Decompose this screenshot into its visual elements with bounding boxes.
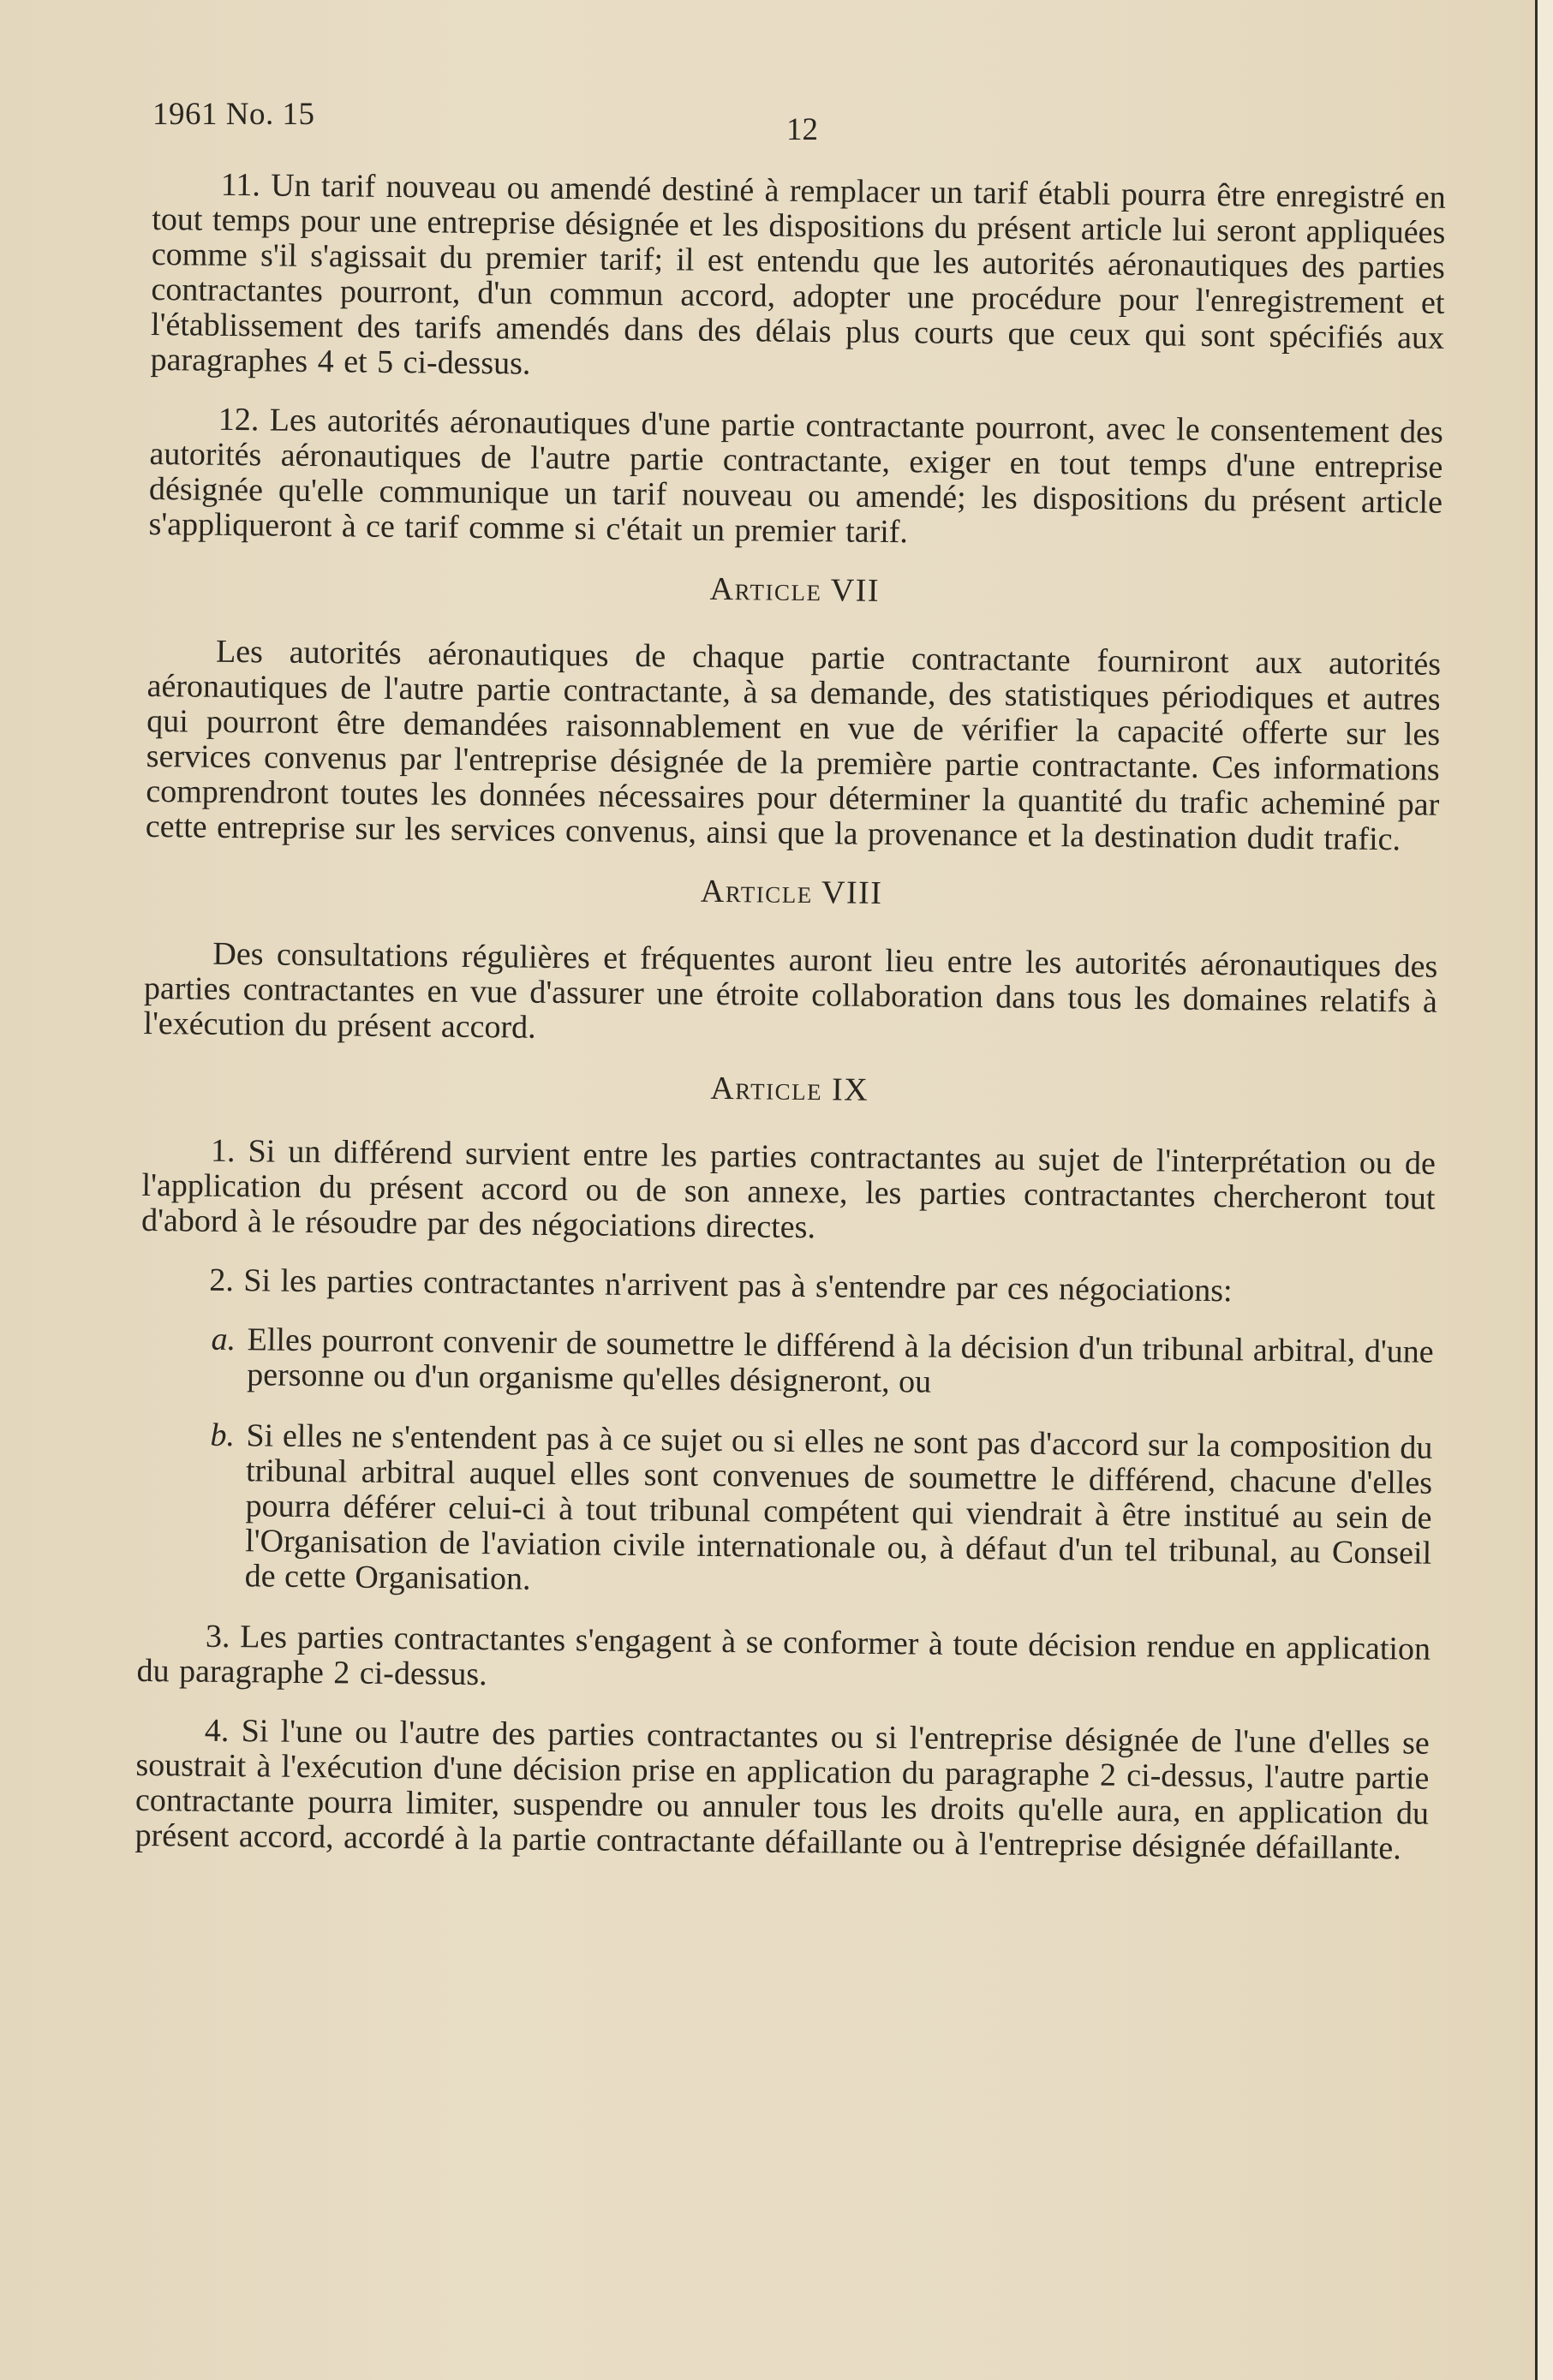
article-7-heading: Article VII xyxy=(709,570,881,609)
item-b-label: b. xyxy=(210,1417,236,1454)
article-9-paragraph-2: 2. Si les parties contractantes n'arrivent pas à s'entendre par ces négociations: xyxy=(209,1262,1233,1309)
item-b-text: Si elles ne s'entendent pas à ce sujet ou si elles ne sont pas d'accord sur la composition du tribunal arbitral auquel elles sont convenues de soumettre le différend, chacune d'elles pourra déférer celui-ci à tout tribunal compétent qui viendrait à être institué au sein de l'Organisation de l'aviation civile internationale ou, à défaut d'un tel tribunal, au Conseil de cette Organisation. xyxy=(244,1417,1433,1597)
item-a-label: a. xyxy=(211,1321,236,1358)
article-9-item-b xyxy=(138,1417,1433,1607)
article-9-paragraph-3: 3. Les parties contractantes s'engagent à se conformer à toute décision rendue en application du paragraphe 2 ci-dessus. xyxy=(136,1618,1431,1693)
page-edge xyxy=(1538,0,1553,2380)
item-a-text: Elles pourront convenir de soumettre le différend à la décision d'un tribunal arbitral, d'une personne ou d'un organisme qu'elles désigneront, ou xyxy=(247,1321,1434,1400)
article-9-item-a xyxy=(140,1321,1434,1405)
document-body xyxy=(134,167,1446,1891)
article-9-paragraph-1: 1. Si un différend survient entre les parties contractantes au sujet de l'interprétation ou de l'application du présent accord ou de son annexe, les parties contractantes chercheront tout d'abord à le résoudre par des négociations directes. xyxy=(140,1132,1437,1246)
document-reference: 1961 No. 15 xyxy=(152,97,315,132)
article-9-heading: Article IX xyxy=(710,1070,869,1108)
paragraph-12: 12. Les autorités aéronautiques d'une partie contractante pourront, avec le consentement des autorités aéronautiques de l'autre partie contractante, exiger en tout temps d'une entreprise désignée qu'elle communique un tarif nouveau ou amendé; les dispositions du présent article s'appliqueront à ce tarif comme si c'était un premier tarif. xyxy=(148,401,1444,551)
page-number: 12 xyxy=(786,112,818,147)
article-8-heading: Article VIII xyxy=(700,873,883,911)
binding-edge-line xyxy=(1535,0,1538,2380)
page-header xyxy=(152,96,1446,147)
paragraph-11: 11. Un tarif nouveau ou amendé destiné à remplacer un tarif établi pourra être enregistré en tout temps pour une entreprise désignée et les dispositions du présent article lui seront appliquées comme s'il s'agissait du premier tarif; il est entendu que les autorités aéronautiques des parties contractantes pourront, d'un commun accord, adopter une procédure pour l'enregistrement et l'établissement des tarifs amendés dans des délais plus courts que ceux qui sont spécifiés aux paragraphes 4 et 5 ci-dessus. xyxy=(150,166,1446,382)
article-9-paragraph-4: 4. Si l'une ou l'autre des parties contractantes ou si l'entreprise désignée de l'une d'elles se soustrait à l'exécution d'une décision prise en application du paragraphe 2 ci-dessus, l'autre partie contractante pourra limiter, suspendre ou annuler tous les droits qu'elle aura, en application du présent accord, accordé à la partie contractante défaillante ou à l'entreprise désignée défaillante. xyxy=(134,1712,1431,1867)
article-7-text: Les autorités aéronautiques de chaque partie contractante fourniront aux autorités aéronautiques de l'autre partie contractante, à sa demande, des statistiques périodiques et autres qui pourront être demandées raisonnablement en vue de vérifier la capacité offerte sur les services convenus par l'entreprise désignée de la première partie contractante. Ces informations comprendront toutes les données nécessaires pour déterminer la quantité du trafic acheminé par cette entreprise sur les services convenus, ainsi que la provenance et la destination dudit trafic. xyxy=(145,633,1442,858)
article-8-text: Des consultations régulières et fréquentes auront lieu entre les autorités aéronautiques des parties contractantes en vue d'assurer une étroite collaboration dans tous les domaines relatifs à l'exécution du présent accord. xyxy=(143,935,1438,1046)
